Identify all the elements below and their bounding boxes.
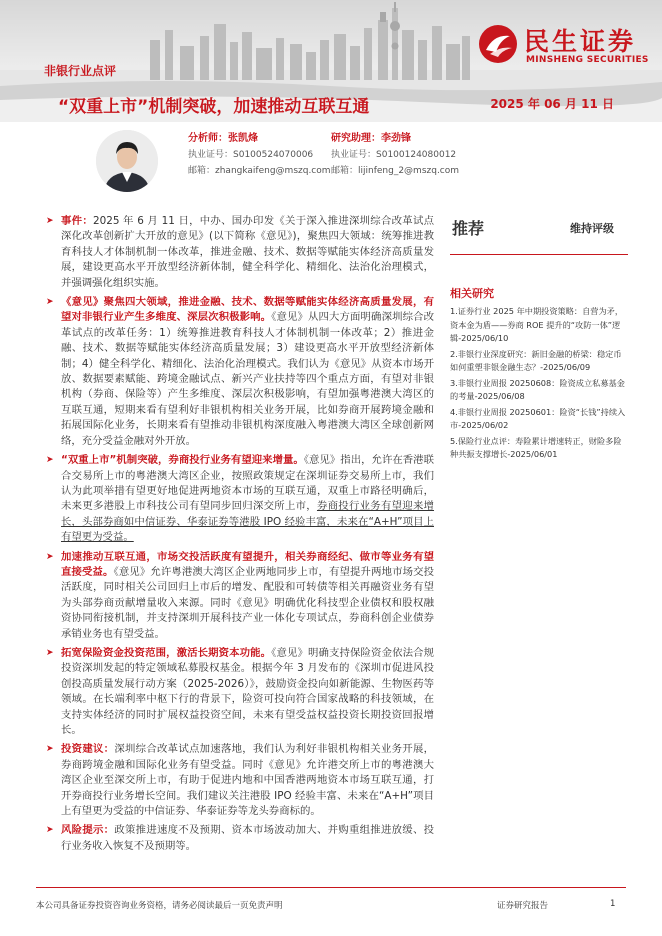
paragraph-text: 深圳综合改革试点加速落地，我们认为利好非银机构相关业务开展，券商跨境金融和国际化业务有望受益。同时《意见》允许港交所上市的粤港澳大湾区企业至深交所上市，有助于促进内地和中国香港两地资本市场互联互通，打开券商投行业务增长空间。我们建议关注港股 IPO 经验丰富、未来在“A+H”项目上有望更为受益的中信证券、华泰证券等龙头券商标的。 (61, 743, 435, 818)
bullet-arrow-icon: ➤ (46, 551, 54, 562)
assistant-info (331, 131, 459, 179)
paragraph-lead: “双重上市”机制突破，券商投行业务有望迎来增量。 (61, 454, 304, 467)
report-category: 非银行业点评 (44, 64, 117, 78)
paragraph-lead: 加速推动互联互通，市场交投活跃度有望提升，相关券商经纪、做市等业务有望直接受益。 (61, 550, 434, 578)
rating-box (450, 214, 628, 255)
bullet-arrow-icon: ➤ (46, 216, 54, 226)
minsheng-logo (478, 22, 648, 70)
analyst-portrait-icon (96, 130, 158, 192)
sidebar (450, 214, 628, 464)
paragraph-insurance (44, 646, 434, 738)
paragraph-lead: 《意见》聚焦四大领域，推进金融、技术、数据等赋能实体经济高质量发展，有望对非银行业产生多维度、深层次积极影响。 (61, 296, 434, 324)
related-research-item[interactable]: 3.非银行业周报 20250608：险资成立私募基金的考量-2025/06/08 (450, 377, 625, 401)
paragraph-text: 《意见》从四大方面明确深圳综合改革试点的改革任务：1）统筹推进教育科技人才体制机制一体改革；2）推进金融、技术、数据等赋能实体经济高质量发展；3）建设更高水平开放型经济新体制；4）健全科学化、精细化、法治化治理模式。我们认为《意见》从资本市场开放、数据要素赋能、跨境金融试点、新兴产业扶持等四个重点方面，有望对非银机构（券商、保险等）产生多维度、深层次积极影响，有望加强粤港澳大湾区的互联互通，短期来看有望利好非银机构相关业务开展，比如券商开展跨境金融和拓展国际化业务，长期来看有望推动非银机构深度融入粤港澳大湾区全球创新网络，充分受益金融对外开放。 (61, 311, 434, 447)
report-date: 2025 年 06 月 11 日 (490, 97, 614, 111)
paragraph-lead: 事件： (61, 215, 93, 227)
footer-report-type: 证券研究报告 (497, 901, 549, 911)
paragraph-text: 《意见》明确支持保险资金依法合规投资深圳发起的特定领域私募股权基金。根据今年 3 月发布的《深圳市促进风投创投高质量发展行动方案（2025-2026）》，鼓励资金投向如新能源、生物医药等领域。在长端利率中枢下行的背景下，险资可投向符合国家战略的科技领域，在支持实体经济的同时扩展权益投资空间，未来有望受益权益投资长期投资回报增长。 (61, 646, 434, 736)
report-body (44, 214, 434, 858)
assistant-name: 研究助理：李劲锋 (331, 133, 411, 144)
footer-divider (36, 887, 626, 888)
assistant-cert: 执业证号：S0100124080012 (331, 150, 457, 160)
assistant-email[interactable]: 邮箱：lijinfeng_2@mszq.com (331, 166, 460, 176)
related-research-item[interactable]: 4.非银行业周报 20250601：险资“长钱”持续入市-2025/06/02 (450, 406, 626, 430)
bullet-arrow-icon: ➤ (46, 455, 54, 466)
rating-status: 维持评级 (570, 222, 614, 235)
paragraph-four-areas (44, 295, 434, 449)
paragraph-text: 政策推进速度不及预期、资本市场波动加大、并购重组推进放缓、投行业务收入恢复不及预期等。 (61, 824, 435, 852)
paragraph-text: 2025 年 6 月 11 日，中办、国办印发《关于深入推进深圳综合改革试点 深化改革创新扩大开放的意见》(以下简称《意见》)，聚焦四大领域：统筹推进教育科技人才体制机制一体改革，推进金融、技术、数据等赋能实体经济高质量发展，建设更高水平开放型经济新体制，健全科学化、精细化、法治化治理模式，并强调强化组织实施。 (61, 215, 434, 289)
analyst-cert: 执业证号：S0100524070006 (188, 150, 314, 160)
analyst-email[interactable]: 邮箱：zhangkaifeng@mszq.com (188, 166, 331, 176)
paragraph-lead: 拓宽保险资金投资范围，激活长期资本功能。 (61, 646, 272, 659)
rating-label: 推荐 (452, 219, 485, 238)
paragraph-lead: 投资建议： (61, 743, 115, 756)
footer-disclaimer: 本公司具备证券投资咨询业务资格，请务必阅读最后一页免责声明 (36, 901, 283, 911)
page-number: 1 (610, 899, 616, 909)
analyst-info (188, 131, 331, 179)
paragraph-text: 《意见》允许粤港澳大湾区企业两地同步上市，有望提升两地市场交投活跃度，同时相关公司回归上市后的增发、配股和可转债等相关再融资业务有望为头部券商贡献增量收入来源。同时《意见》明确优化科技型企业债权和股权融资协同衔接机制，并支持深圳开展科技产业一体化专项试点，券商科创企业债券承销业务也有望受益。 (61, 565, 435, 640)
bullet-arrow-icon: ➤ (46, 647, 54, 658)
related-research-item[interactable]: 5.保险行业点评：寿险累计增速转正，财险多险种共振支撑增长-2025/06/01 (450, 435, 622, 459)
paragraph-text: 《意见》指出，允许在香港联合交易所上市的粤港澳大湾区企业，按照政策规定在深圳证券交易所上市，我们认为此项举措有望更好地促进两地资本市场的互联互通，双重上市路径明确后，未来更多港股上市科技公司有望同步回归深交所上市， (61, 454, 434, 513)
paragraph-connectivity (44, 550, 434, 642)
bullet-arrow-icon: ➤ (46, 825, 54, 836)
paragraph-dual-listing (44, 453, 434, 545)
paragraph-underlined-text: 券商投行业务有望迎来增长，头部券商如中信证券、华泰证券等港股 IPO 经验丰富，未来在“A+H”项目上有望更为受益。 (61, 500, 435, 544)
bullet-arrow-icon: ➤ (46, 297, 54, 308)
logo-text-en: MINSHENG SECURITIES (526, 55, 649, 65)
logo-text-cn: 民生证券 (524, 27, 637, 56)
minsheng-logo-icon (478, 24, 518, 64)
related-research-item[interactable]: 1.证券行业 2025 年中期投资策略：自营为矛，资本金为盾——券商 ROE 提升的“攻防一体”逻辑-2025/06/10 (450, 306, 624, 343)
paragraph-investment-advice (44, 742, 434, 819)
related-research-title: 相关研究 (450, 287, 494, 300)
bullet-arrow-icon: ➤ (46, 744, 54, 755)
analyst-photo (96, 130, 158, 192)
analyst-name: 分析师：张凯烽 (188, 133, 258, 144)
paragraph-risk (44, 823, 434, 854)
paragraph-event (44, 214, 434, 291)
related-research-item[interactable]: 2.非银行业深度研究：新旧金融的桥梁：稳定币如何重塑非银金融生态？-2025/06/09 (450, 348, 622, 372)
report-title: “双重上市”机制突破，加速推动互联互通 (58, 97, 370, 117)
paragraph-lead: 风险提示： (61, 824, 115, 837)
